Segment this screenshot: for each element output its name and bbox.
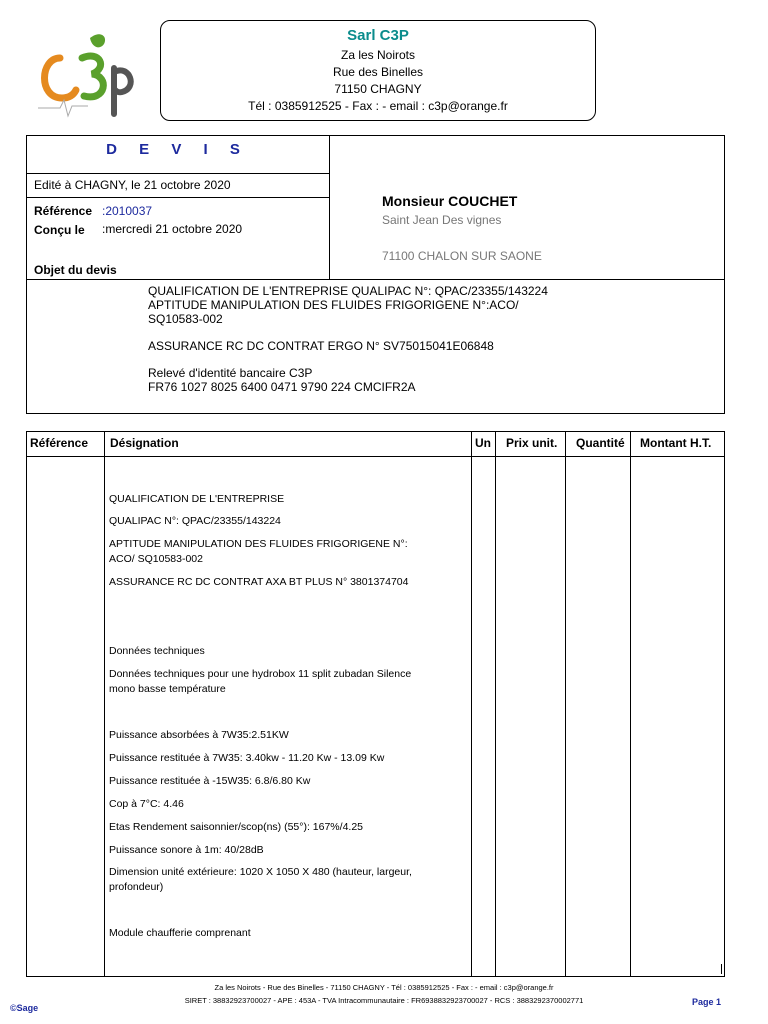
footer-legal: SIRET : 38832923700027 - APE : 453A - TVA Intracommunautaire : FR6938832923700027 - RCS : 3883292370002771 xyxy=(184,996,584,1005)
line-item: Dimension unité extérieure: 1020 X 1050 X 480 (hauteur, largeur, profondeur) xyxy=(109,866,412,893)
concu-label: Conçu le xyxy=(34,223,85,237)
divider xyxy=(26,279,725,280)
line-item: Puissance sonore à 1m: 40/28dB xyxy=(109,844,264,856)
objet-text xyxy=(148,284,548,394)
objet-line: SQ10583-002 xyxy=(148,312,223,326)
column-header-reference: Référence xyxy=(30,436,89,450)
column-header-unit-price: Prix unit. xyxy=(506,436,558,450)
reference-value: :2010037 xyxy=(102,204,153,218)
column-header-unit: Un xyxy=(475,436,491,450)
header-divider xyxy=(26,456,725,457)
line-item: QUALIFICATION DE L'ENTREPRISE xyxy=(109,493,285,505)
line-item: Données techniques pour une hydrobox 11 split zubadan Silence mono basse température xyxy=(109,668,412,695)
column-header-designation: Désignation xyxy=(110,436,179,450)
address-line: Za les Noirots xyxy=(340,48,416,62)
page-continuation-mark xyxy=(721,964,722,974)
objet-line: FR76 1027 8025 6400 0471 9790 224 CMCIFR2A xyxy=(148,380,416,394)
footer-address: Za les Noirots - Rue des Binelles - 71150 CHAGNY - Tél : 0385912525 - Fax : - email : c3p@orange.fr xyxy=(214,983,554,992)
line-item: QUALIPAC N°: QPAC/23355/143224 xyxy=(109,515,281,527)
line-item: Puissance restituée à -15W35: 6.8/6.80 Kw xyxy=(109,775,311,787)
page-number: Page 1 xyxy=(692,997,722,1007)
address-line: 71150 CHAGNY xyxy=(334,82,422,96)
line-item: ASSURANCE RC DC CONTRAT AXA BT PLUS N° 3801374704 xyxy=(109,576,409,588)
line-item: Etas Rendement saisonnier/scop(ns) (55°): 167%/4.25 xyxy=(109,821,363,833)
items-table xyxy=(26,431,725,977)
client-address-line: Saint Jean Des vignes xyxy=(382,213,502,227)
company-address-box xyxy=(160,20,596,121)
company-name: Sarl C3P xyxy=(347,27,409,44)
line-item: Données techniques xyxy=(109,645,205,657)
line-item: Puissance absorbées à 7W35:2.51KW xyxy=(109,729,289,741)
line-item: Module chaufferie comprenant xyxy=(109,927,251,939)
column-divider xyxy=(495,431,496,976)
address-line: Rue des Binelles xyxy=(332,65,424,79)
client-address-line: 71100 CHALON SUR SAONE xyxy=(382,249,542,263)
line-item: Puissance restituée à 7W35: 3.40kw - 11.20 Kw - 13.09 Kw xyxy=(109,752,385,764)
column-divider xyxy=(471,431,472,976)
objet-line: Relevé d'identité bancaire C3P xyxy=(148,366,313,380)
column-header-quantity: Quantité xyxy=(576,436,625,450)
line-item: APTITUDE MANIPULATION DES FLUIDES FRIGORIGENE N°: ACO/ SQ10583-002 xyxy=(109,538,408,565)
company-logo xyxy=(30,28,140,124)
sage-logo: ©Sage xyxy=(10,1003,39,1013)
edited-cell xyxy=(26,174,330,198)
objet-line: QUALIFICATION DE L'ENTREPRISE QUALIPAC N°: QPAC/23355/143224 xyxy=(148,284,548,298)
devis-title: D E V I S xyxy=(106,141,249,158)
concu-value: :mercredi 21 octobre 2020 xyxy=(102,222,243,236)
column-divider xyxy=(565,431,566,976)
reference-label: Référence xyxy=(34,204,93,218)
reference-cell xyxy=(26,198,330,279)
column-divider xyxy=(104,431,105,976)
edited-date: Edité à CHAGNY, le 21 octobre 2020 xyxy=(34,178,231,192)
objet-label: Objet du devis xyxy=(34,263,117,277)
line-item: Cop à 7°C: 4.46 xyxy=(109,798,184,810)
objet-line: ASSURANCE RC DC CONTRAT ERGO N° SV75015041E06848 xyxy=(148,339,494,353)
company-contact: Tél : 0385912525 - Fax : - email : c3p@orange.fr xyxy=(248,99,508,113)
client-name: Monsieur COUCHET xyxy=(382,193,518,209)
objet-line: APTITUDE MANIPULATION DES FLUIDES FRIGORIGENE N°:ACO/ xyxy=(148,298,519,312)
devis-title-cell xyxy=(26,135,330,174)
column-header-amount: Montant H.T. xyxy=(640,436,712,450)
column-divider xyxy=(630,431,631,976)
